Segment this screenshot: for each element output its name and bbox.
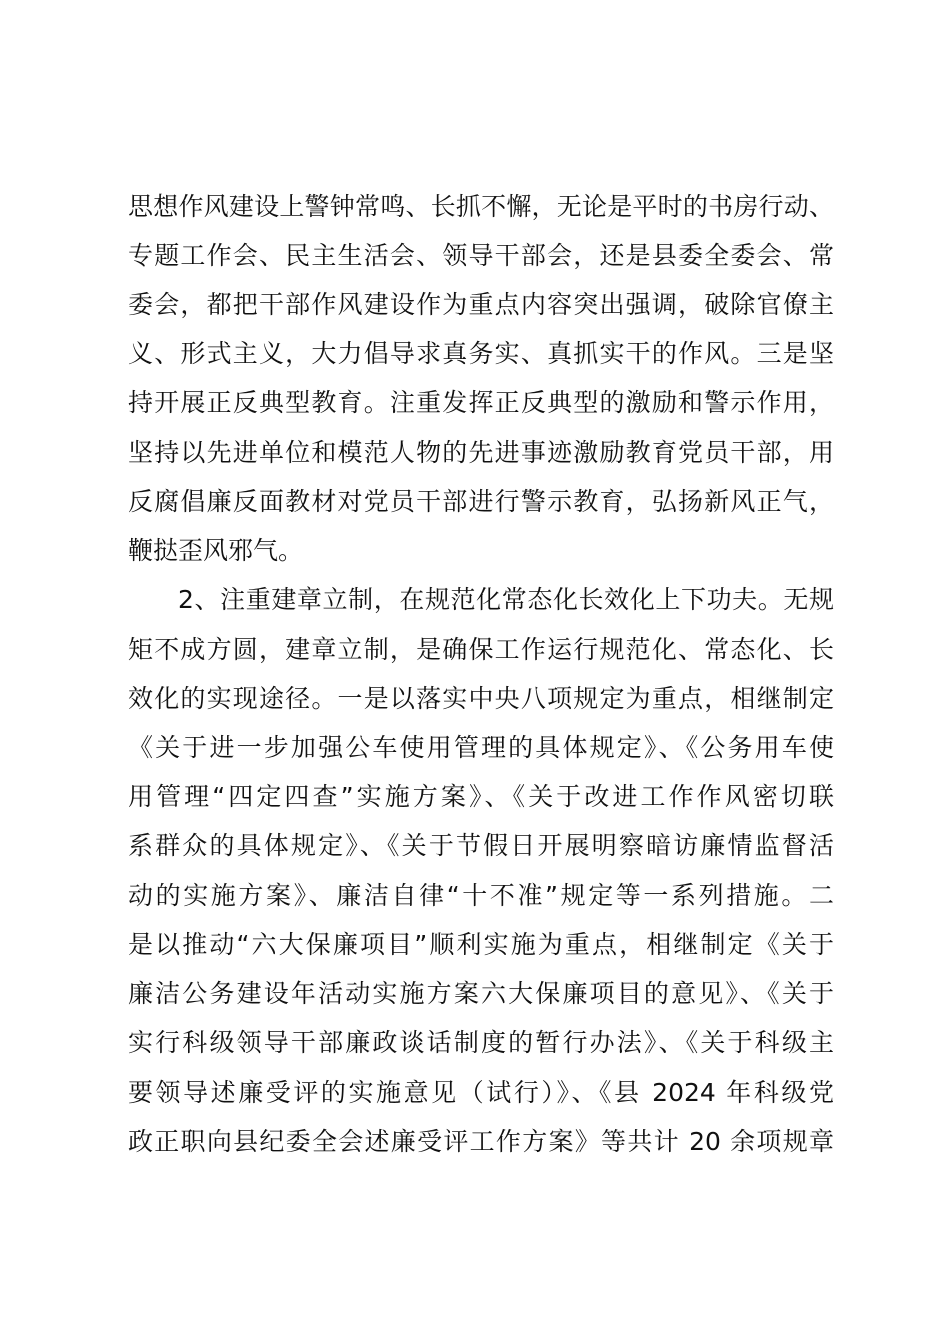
text-line: 系群众的具体规定》、《关于节假日开展明察暗访廉情监督活 bbox=[128, 831, 834, 860]
text-line: 政正职向县纪委全会述廉受评工作方案》等共计 20 余项规章 bbox=[128, 1127, 834, 1156]
text-line: 《关于进一步加强公车使用管理的具体规定》、《公务用车使 bbox=[128, 733, 834, 762]
text-line: 义、形式主义，大力倡导求真务实、真抓实干的作风。三是坚 bbox=[128, 339, 834, 368]
text-line: 反腐倡廉反面教材对党员干部进行警示教育，弘扬新风正气， bbox=[128, 487, 834, 516]
text-line: 持开展正反典型教育。注重发挥正反典型的激励和警示作用， bbox=[128, 388, 834, 417]
text-line: 坚持以先进单位和模范人物的先进事迹激励教育党员干部，用 bbox=[128, 438, 834, 467]
text-line: 廉洁公务建设年活动实施方案六大保廉项目的意见》、《关于 bbox=[128, 979, 834, 1008]
text-line: 要领导述廉受评的实施意见（试行）》、《县 2024 年科级党 bbox=[128, 1078, 834, 1107]
paragraph-first-line: 2、注重建章立制，在规范化常态化长效化上下功夫。无规 bbox=[178, 585, 834, 614]
text-line: 是以推动“六大保廉项目”顺利实施为重点，相继制定《关于 bbox=[128, 930, 834, 959]
text-line: 用管理“四定四查”实施方案》、《关于改进工作作风密切联 bbox=[128, 782, 834, 811]
text-line: 委会，都把干部作风建设作为重点内容突出强调，破除官僚主 bbox=[128, 290, 834, 319]
paragraph-last-line: 鞭挞歪风邪气。 bbox=[128, 536, 304, 565]
text-line: 思想作风建设上警钟常鸣、长抓不懈，无论是平时的书房行动、 bbox=[128, 192, 834, 221]
text-line: 专题工作会、民主生活会、领导干部会，还是县委全委会、常 bbox=[128, 241, 834, 270]
text-line: 矩不成方圆，建章立制，是确保工作运行规范化、常态化、长 bbox=[128, 635, 834, 664]
text-line: 效化的实现途径。一是以落实中央八项规定为重点，相继制定 bbox=[128, 684, 834, 713]
text-line: 动的实施方案》、廉洁自律“十不准”规定等一系列措施。二 bbox=[128, 881, 834, 910]
text-line: 实行科级领导干部廉政谈话制度的暂行办法》、《关于科级主 bbox=[128, 1028, 834, 1057]
